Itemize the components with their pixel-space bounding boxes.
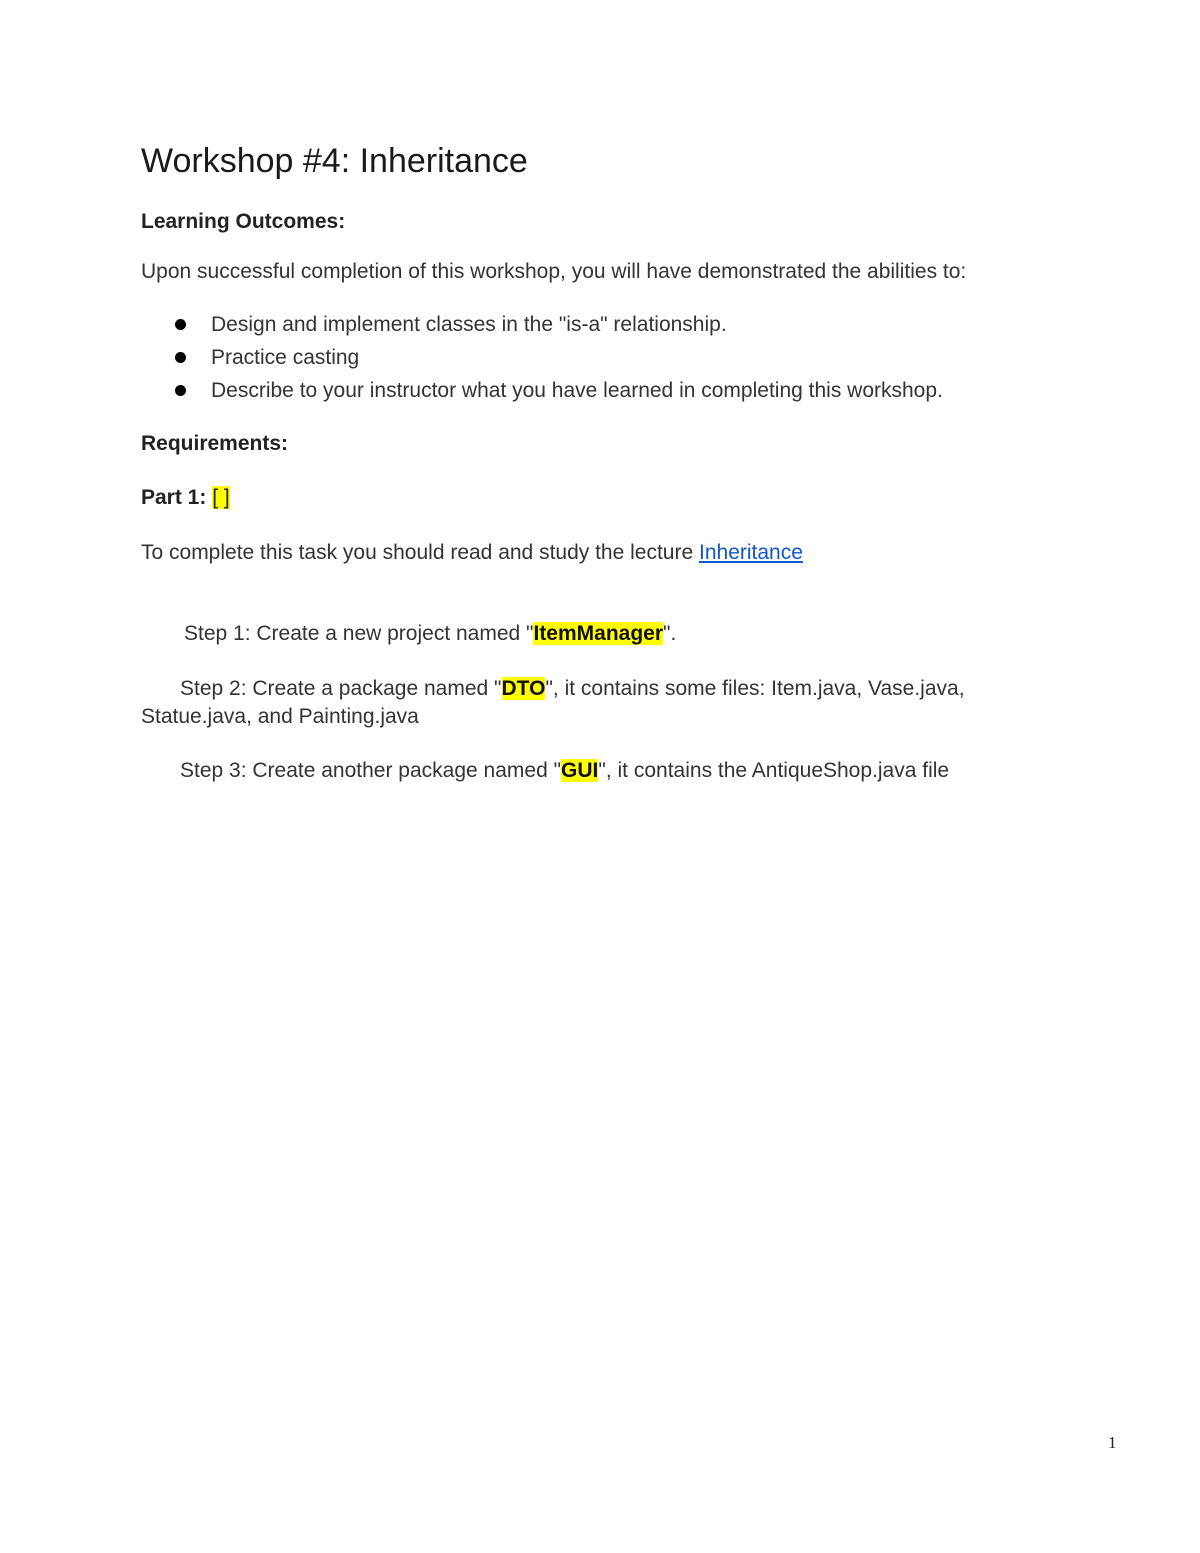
step1-suffix: ".	[663, 622, 677, 645]
bullet-icon	[175, 385, 186, 396]
step-2	[141, 675, 1071, 731]
page-title: Workshop #4: Inheritance	[141, 142, 528, 180]
step2-line2: Statue.java, and Painting.java	[141, 705, 419, 728]
bullet-icon	[175, 319, 186, 330]
outcome-text: Design and implement classes in the "is-a" relationship.	[211, 313, 727, 336]
step3-prefix: Step 3: Create another package named "	[180, 759, 562, 782]
requirements-heading: Requirements:	[141, 432, 289, 455]
step1-prefix: Step 1: Create a new project named "	[184, 622, 534, 645]
step-3	[180, 757, 949, 785]
list-item	[141, 374, 943, 407]
task-paragraph	[141, 539, 803, 567]
step2-prefix: Step 2: Create a package named "	[180, 677, 502, 700]
outcome-text: Practice casting	[211, 346, 360, 369]
learning-outcomes-heading: Learning Outcomes:	[141, 210, 346, 233]
step2-suffix: ", it contains some files: Item.java, Vase.java,	[545, 677, 965, 700]
task-text: To complete this task you should read and study the lecture	[141, 541, 699, 564]
project-name-highlight: ItemManager	[533, 622, 664, 645]
outcomes-list	[141, 308, 943, 407]
dto-package-highlight: DTO	[501, 677, 546, 700]
list-item	[141, 341, 943, 374]
outcome-text: Describe to your instructor what you have learned in completing this workshop.	[211, 379, 943, 402]
gui-package-highlight: GUI	[561, 759, 599, 782]
step2-line1	[141, 675, 1071, 703]
intro-paragraph: Upon successful completion of this workshop, you will have demonstrated the abilities to:	[141, 260, 967, 283]
step-1	[184, 620, 676, 648]
part1-marker: [ ]	[212, 486, 230, 509]
step3-suffix: ", it contains the AntiqueShop.java file	[598, 759, 950, 782]
bullet-icon	[175, 352, 186, 363]
part1-heading	[141, 484, 230, 512]
inheritance-lecture-link[interactable]: Inheritance	[699, 541, 803, 564]
list-item	[141, 308, 943, 341]
page-number: 1	[1108, 1433, 1117, 1452]
part1-label: Part 1:	[141, 486, 207, 509]
